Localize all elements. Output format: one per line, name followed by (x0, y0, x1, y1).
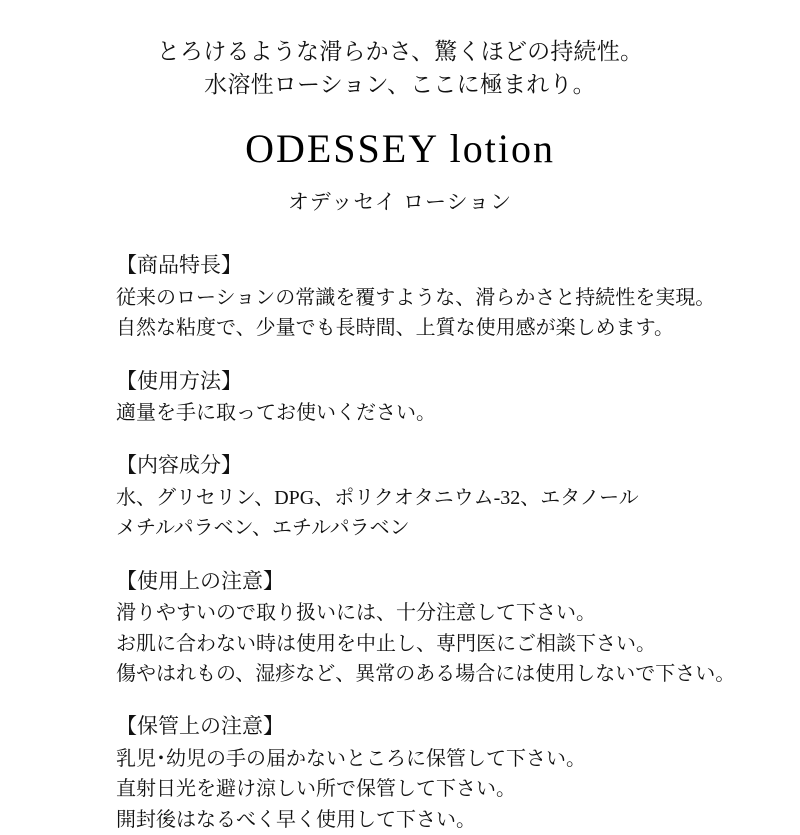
section-heading: 【保管上の注意】 (116, 714, 284, 739)
section-line: 開封後はなるべく早く使用して下さい。 (116, 808, 476, 831)
product-subtitle: オデッセイ ローション (287, 190, 513, 215)
section-heading: 【内容成分】 (116, 453, 242, 478)
lead-copy (40, 36, 760, 101)
product-title: ODESSEY lotion (245, 126, 555, 172)
section-line: 適量を手に取ってお使いください。 (116, 402, 436, 425)
section-how-to-use (116, 366, 760, 429)
section-storage-cautions (116, 711, 760, 835)
section-line: メチルパラベン、エチルパラベン (116, 517, 410, 540)
section-line: 水、グリセリン、DPG、ポリクオタニウム-32、エタノール (116, 486, 639, 509)
section-line: お肌に合わない時は使用を中止し、専門医にご相談下さい。 (116, 632, 656, 655)
section-line: 自然な粘度で、少量でも長時間、上質な使用感が楽しめます。 (116, 317, 674, 340)
section-product-features (116, 250, 760, 343)
section-usage-cautions (116, 566, 760, 690)
section-heading: 【使用方法】 (116, 368, 242, 393)
lead-copy-line-2: 水溶性ローション、ここに極まれり。 (204, 71, 596, 97)
section-line: 乳児･幼児の手の届かないところに保管して下さい。 (116, 747, 586, 770)
section-line: 滑りやすいので取り扱いには、十分注意して下さい。 (116, 602, 596, 625)
section-heading: 【使用上の注意】 (116, 568, 284, 593)
section-heading: 【商品特長】 (116, 253, 242, 278)
section-line: 直射日光を避け涼しい所で保管して下さい。 (116, 778, 516, 801)
description-sections (40, 250, 760, 835)
section-line: 従来のローションの常識を覆すような、滑らかさと持続性を実現。 (116, 286, 716, 309)
section-line: 傷やはれもの、湿疹など、異常のある場合には使用しないで下さい。 (116, 663, 736, 686)
lead-copy-line-1: とろけるような滑らかさ、驚くほどの持続性。 (156, 39, 644, 64)
section-ingredients (116, 450, 760, 543)
